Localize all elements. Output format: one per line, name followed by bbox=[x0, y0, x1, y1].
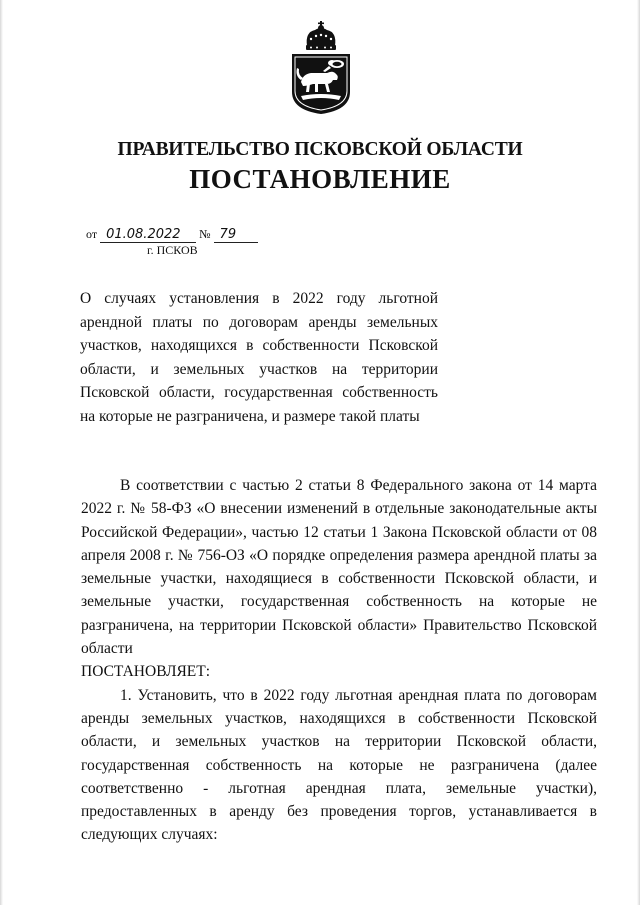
date-number-line bbox=[86, 227, 258, 243]
number-prefix: № bbox=[199, 227, 211, 241]
scan-edge-left bbox=[0, 0, 3, 905]
document-date: 01.08.2022 bbox=[100, 227, 196, 243]
document-subject: О случаях установления в 2022 году льготной арендной платы по договорам аренды земельных участков, находящихся в собственности Псковской области, и земельных участков на территории Псковской области, государственная собственность на которые не разграничена, и размере такой платы bbox=[80, 290, 438, 425]
date-prefix: от bbox=[86, 227, 98, 241]
pskov-coat-of-arms-icon bbox=[287, 18, 355, 116]
city-label: г. ПСКОВ bbox=[147, 243, 198, 257]
resolves-line: ПОСТАНОВЛЯЕТ: bbox=[81, 663, 211, 681]
document-number: 79 bbox=[214, 227, 258, 243]
document-body bbox=[81, 474, 597, 847]
government-heading: ПРАВИТЕЛЬСТВО ПСКОВСКОЙ ОБЛАСТИ bbox=[117, 139, 523, 160]
document-type-heading: ПОСТАНОВЛЕНИЕ bbox=[189, 164, 451, 194]
preamble-paragraph: В соответствии с частью 2 статьи 8 Федерального закона от 14 марта 2022 г. № 58-ФЗ «О внесении изменений в отдельные законодательные акты Российской Федерации», частью 12 статьи 1 Закона Псковской области от 08 апреля 2008 г. № 756-ОЗ «О порядке определения размера арендной платы за земельные участки, находящиеся в собственности Псковской области, и земельные участки, государственная собственность на которые не разграничена, на территории Псковской области» Правительство Псковской области bbox=[81, 477, 597, 658]
clause-1-paragraph: 1. Установить, что в 2022 году льготная арендная плата по договорам аренды земельных участков, находящихся в собственности Псковской области, и земельных участков на территории Псковской области, государственная собственность на которые не разграничена (далее соответственно - льготная арендная плата, земельные участки), предоставленных в аренду без проведения торгов, устанавливается в следующих случаях: bbox=[81, 686, 597, 844]
